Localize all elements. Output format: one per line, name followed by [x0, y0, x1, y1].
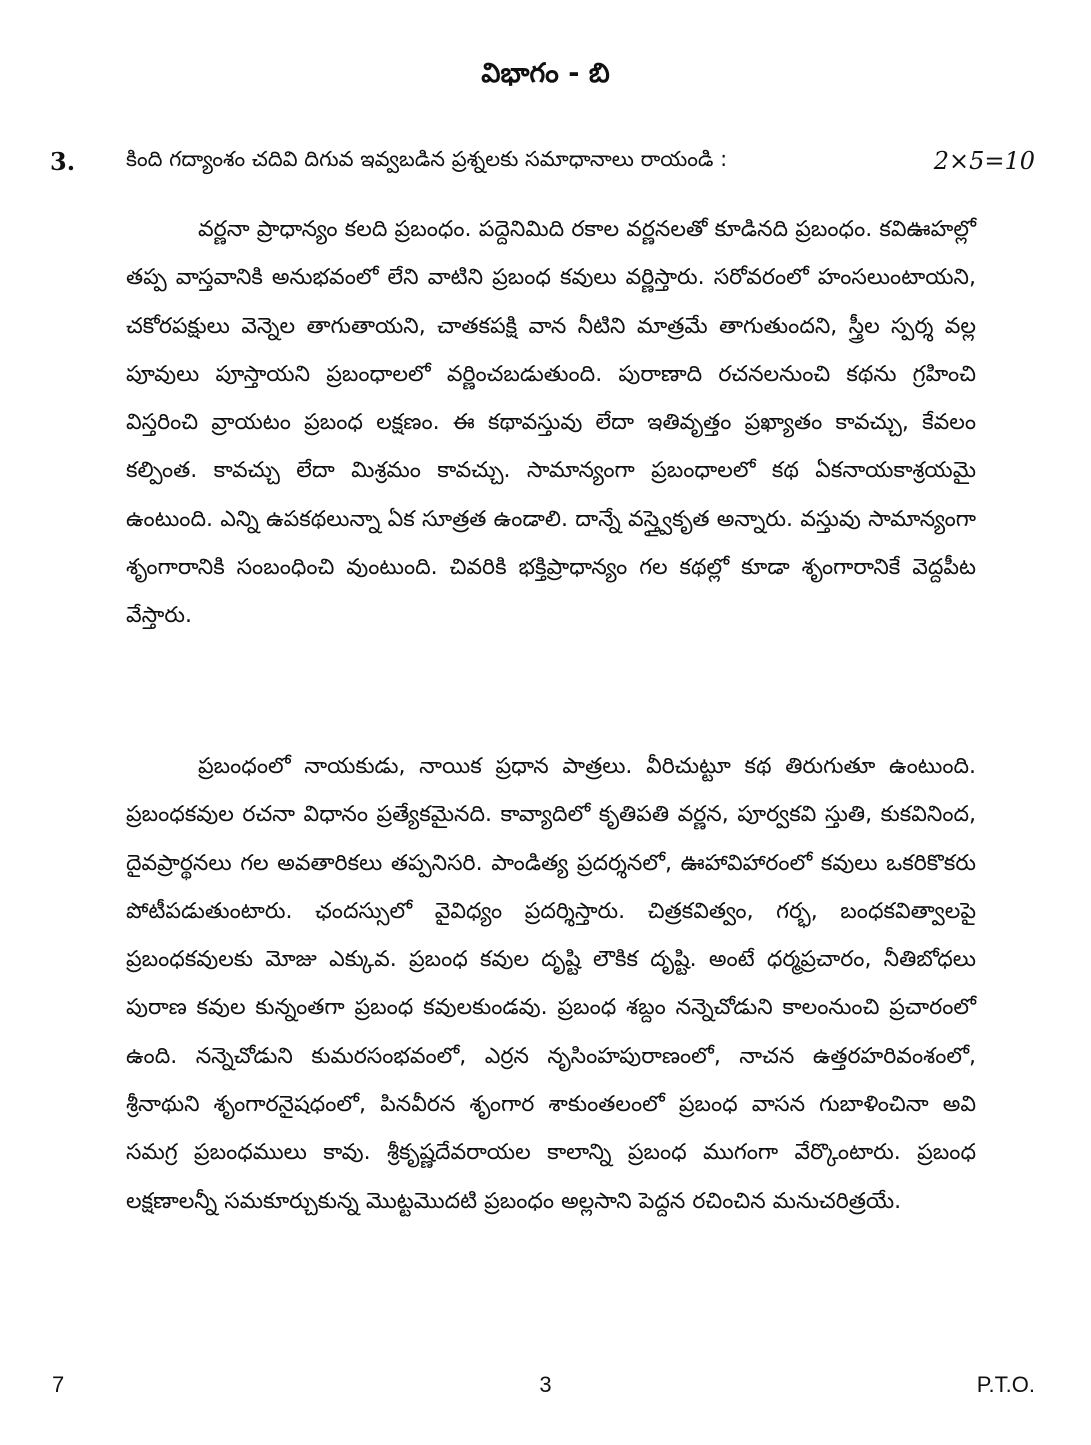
section-title: విభాగం - బి — [481, 58, 610, 89]
passage-paragraph-2: ప్రబంధంలో నాయకుడు, నాయిక ప్రధాన పాత్రలు. వీరిచుట్టూ కథ తిరుగుతూ ఉంటుంది. ప్రబంధకవుల రచనా విధానం ప్రత్యేకమైనది. కావ్యాదిలో కృతిపతి వర్ణన, పూర్వకవి స్తుతి, కుకవినింద, దైవప్రార్థనలు గల అవతారికలు తప్పనిసరి. పాండిత్య ప్రదర్శనలో, ఊహావిహారంలో కవులు ఒకరికొకరు పోటీపడుతుంటారు. ఛందస్సులో వైవిధ్యం ప్రదర్శిస్తారు. చిత్రకవిత్వం, గర్భ, బంధకవిత్వాలపై ప్రబంధకవులకు మోజు ఎక్కువ. ప్రబంధ కవుల దృష్టి లౌకిక దృష్టి. అంటే ధర్మప్రచారం, నీతిబోధలు పురాణ కవుల కున్నంతగా ప్రబంధ కవులకుండవు. ప్రబంధ శబ్దం నన్నెచోడుని కాలంనుంచి ప్రచారంలో ఉంది. నన్నెచోడుని కుమరసంభవంలో, ఎర్రన నృసింహపురాణంలో, నాచన ఉత్తరహరివంశంలో, శ్రీనాథుని శృంగారనైషధంలో, పినవీరన శృంగార శాకుంతలంలో ప్రబంధ వాసన గుబాళించినా అవి సమగ్ర ప్రబంధములు కావు. శ్రీకృష్ణదేవరాయల కాలాన్ని ప్రబంధ ముగంగా వేర్కొంటారు. ప్రబంధ లక్షణాలన్నీ సమకూర్చుకున్న మొట్టమొదటి ప్రబంధం అల్లసాని పెద్దన రచించిన మనుచరిత్రయే. — [126, 754, 976, 1214]
footer-page-number: 3 — [539, 1372, 552, 1397]
footer-pto: P.T.O. — [976, 1372, 1035, 1397]
footer-code: 7 — [52, 1372, 65, 1397]
question-number: 3. — [50, 147, 76, 176]
passage-paragraph-1: వర్ణనా ప్రాధాన్యం కలది ప్రబంధం. పద్దెనిమిది రకాల వర్ణనలతో కూడినది ప్రబంధం. కవిఊహల్లో తప్ప వాస్తవానికి అనుభవంలో లేని వాటిని ప్రబంధ కవులు వర్ణిస్తారు. సరోవరంలో హంసలుంటాయని, చకోరపక్షులు వెన్నెల తాగుతాయని, చాతకపక్షి వాన నీటిని మాత్రమే తాగుతుందని, స్త్రీల స్పర్శ వల్ల పూవులు పూస్తాయని ప్రబంధాలలో వర్ణించబడుతుంది. పురాణాది రచనలనుంచి కథను గ్రహించి విస్తరించి వ్రాయటం ప్రబంధ లక్షణం. ఈ కథావస్తువు లేదా ఇతివృత్తం ప్రఖ్యాతం కావచ్చు, కేవలం కల్పింత. కావచ్చు లేదా మిశ్రమం కావచ్చు. సామాన్యంగా ప్రబంధాలలో కథ ఏకనాయకాశ్రయమై ఉంటుంది. ఎన్ని ఉపకథలున్నా ఏక సూత్రత ఉండాలి. దాన్నే వస్త్వైకృత అన్నారు. వస్తువు సామాన్యంగా శృంగారానికి సంబంధించి వుంటుంది. చివరికి భక్తిప్రాధాన్యం గల కథల్లో కూడా శృంగారానికే వెద్దపీట వేస్తారు. — [126, 217, 976, 629]
question-marks: 2×5=10 — [933, 147, 1035, 175]
question-text: కింది గద్యాంశం చదివి దిగువ ఇవ్వబడిన ప్రశ్నలకు సమాధానాలు రాయండి : — [126, 147, 728, 171]
